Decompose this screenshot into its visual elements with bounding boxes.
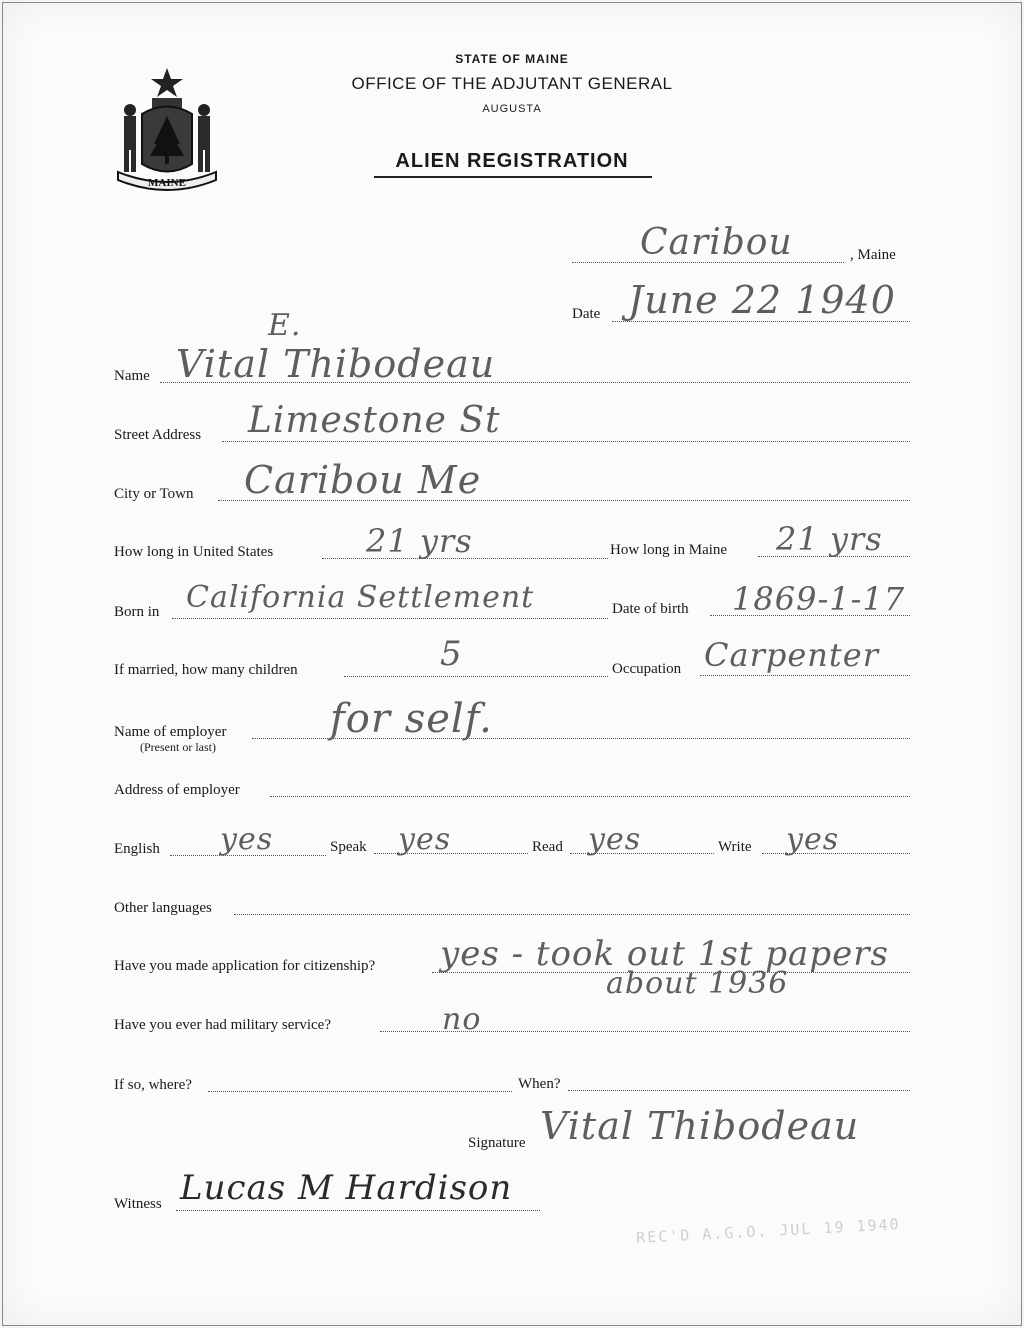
children-label: If married, how many children xyxy=(114,662,298,678)
where-line xyxy=(208,1091,512,1092)
read-value: yes xyxy=(588,822,642,857)
us-label: How long in United States xyxy=(114,544,274,560)
title-underline xyxy=(374,176,652,178)
children-value: 5 xyxy=(440,634,463,674)
maine-label: How long in Maine xyxy=(610,542,728,558)
children-line xyxy=(344,676,608,677)
occupation-line xyxy=(700,675,910,676)
name-label: Name xyxy=(114,368,150,384)
citizenship-value-2: about 1936 xyxy=(606,966,789,1001)
street-value: Limestone St xyxy=(248,400,501,441)
received-stamp: REC'D A.G.O. JUL 19 1940 xyxy=(635,1215,902,1247)
born-label: Born in xyxy=(114,604,160,620)
header-state: STATE OF MAINE xyxy=(455,52,569,66)
seal-text: MAINE xyxy=(148,177,186,189)
employer-label: Name of employer xyxy=(114,724,227,740)
witness-label: Witness xyxy=(114,1196,162,1212)
employer-value: for self. xyxy=(330,696,493,742)
born-value: California Settlement xyxy=(186,580,535,615)
date-value: June 22 1940 xyxy=(628,278,896,322)
header-office: OFFICE OF THE ADJUTANT GENERAL xyxy=(351,74,673,93)
occupation-label: Occupation xyxy=(612,661,682,677)
when-line xyxy=(568,1090,910,1091)
english-value: yes xyxy=(220,822,274,857)
signature-label: Signature xyxy=(468,1135,526,1151)
dob-label: Date of birth xyxy=(612,601,689,617)
read-label: Read xyxy=(532,839,563,855)
when-label: When? xyxy=(518,1076,561,1092)
city-label: City or Town xyxy=(114,486,194,502)
witness-value: Lucas M Hardison xyxy=(180,1168,513,1208)
born-line xyxy=(172,618,608,619)
date-label: Date xyxy=(572,306,601,322)
english-label: English xyxy=(114,841,160,857)
employer-address-label: Address of employer xyxy=(114,782,240,798)
employer-address-line xyxy=(270,796,910,797)
occupation-value: Carpenter xyxy=(704,636,879,674)
maine-value: 21 yrs xyxy=(776,520,883,558)
speak-label: Speak xyxy=(330,839,367,855)
name-initial: E. xyxy=(268,308,302,343)
street-line xyxy=(222,441,910,442)
signature-value: Vital Thibodeau xyxy=(540,1104,860,1148)
city-value: Caribou Me xyxy=(244,458,482,502)
state-seal xyxy=(112,64,222,192)
us-value: 21 yrs xyxy=(366,522,473,560)
street-label: Street Address xyxy=(114,427,202,443)
dob-value: 1869-1-17 xyxy=(732,580,906,618)
citizenship-label: Have you made application for citizenship? xyxy=(114,958,376,974)
place-suffix: , Maine xyxy=(850,247,896,263)
other-languages-line xyxy=(234,914,910,915)
place-value: Caribou xyxy=(640,222,793,263)
form-title: ALIEN REGISTRATION xyxy=(395,150,629,172)
maine-seal-icon xyxy=(112,64,222,192)
header-city: AUGUSTA xyxy=(482,103,542,115)
witness-line xyxy=(176,1210,540,1211)
write-label: Write xyxy=(718,839,752,855)
military-value: no xyxy=(442,1002,482,1037)
speak-value: yes xyxy=(398,822,452,857)
name-value: Vital Thibodeau xyxy=(176,342,496,386)
citizenship-value: yes - took out 1st papers xyxy=(440,934,889,974)
employer-sub-label: (Present or last) xyxy=(140,740,216,754)
write-value: yes xyxy=(786,822,840,857)
other-languages-label: Other languages xyxy=(114,900,212,916)
where-label: If so, where? xyxy=(114,1077,192,1093)
military-label: Have you ever had military service? xyxy=(114,1017,331,1033)
